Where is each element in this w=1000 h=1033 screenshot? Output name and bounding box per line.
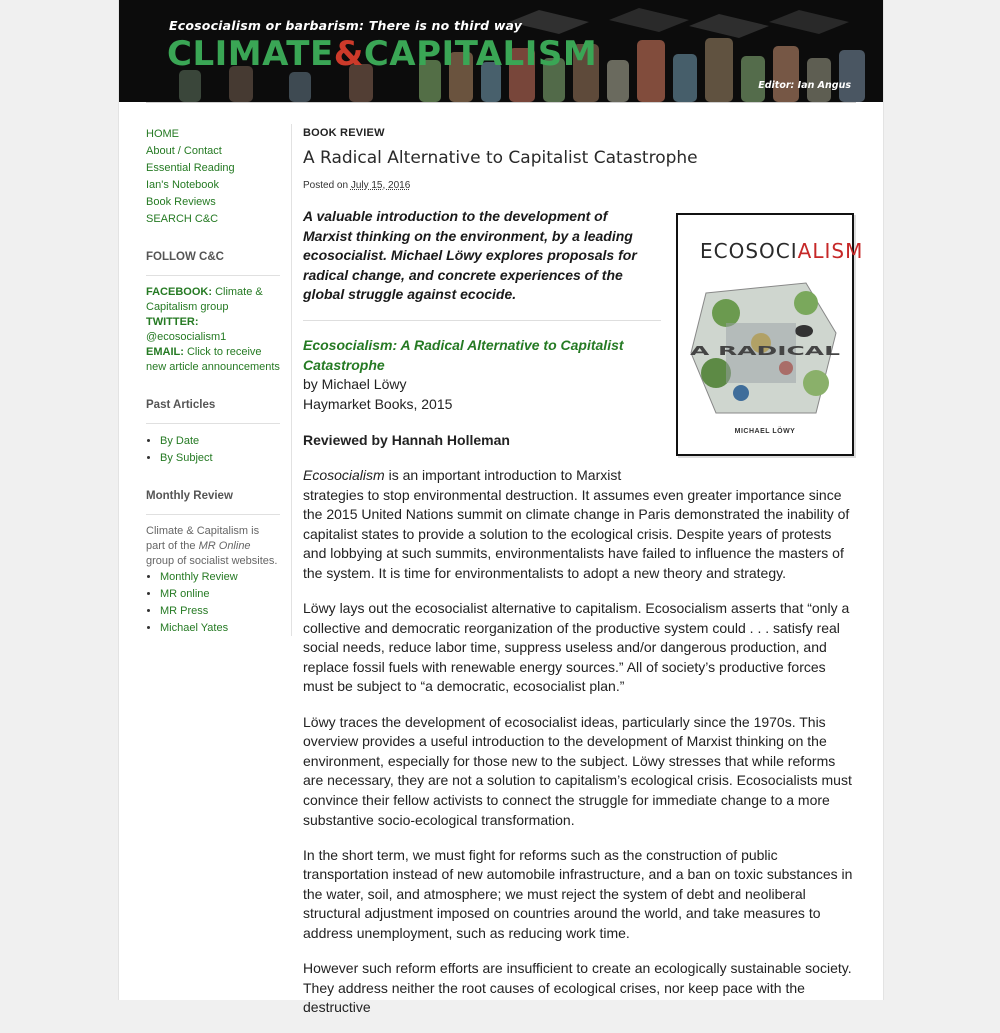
nav-home[interactable]: HOME — [146, 128, 179, 140]
sidebar-nav — [146, 126, 280, 228]
by-date-link[interactable]: By Date — [160, 435, 200, 447]
article-body — [303, 466, 858, 1033]
cover-title-part1: ECOSOCI — [700, 239, 798, 263]
reviewer-credit: Reviewed by Hannah Holleman — [303, 432, 510, 448]
nav-search[interactable]: SEARCH C&C — [146, 213, 219, 225]
mr-note — [146, 524, 280, 569]
editor-credit: Editor: Ian Angus — [758, 80, 851, 91]
paragraph-text: is an important introduction to Marxist — [384, 467, 622, 483]
follow-widget-title: FOLLOW C&C — [146, 249, 280, 276]
book-cover-image[interactable] — [676, 213, 864, 456]
cover-artwork — [686, 273, 844, 423]
past-articles-title: Past Articles — [146, 397, 280, 424]
lede-divider — [303, 320, 661, 321]
facebook-link[interactable] — [146, 285, 280, 315]
paragraph: Löwy lays out the ecosocialist alternative to capitalism. Ecosocialism asserts that “only a collective and democratic reorganization of the productive system could . . . satisfy real social needs, reduce labor time, suppress useless and/or dangerous production, and replace fossil fuels with renewable energy sources.” All of society’s productive forces must be subject to “a democratic, ecosocialist plan.” — [303, 600, 850, 695]
article-category[interactable]: BOOK REVIEW — [303, 127, 385, 139]
list-item — [160, 620, 280, 637]
nav-book-reviews[interactable]: Book Reviews — [146, 196, 216, 208]
posted-date[interactable]: July 15, 2016 — [350, 180, 411, 191]
past-articles-list — [146, 433, 280, 467]
cover-title-part2: ALISM — [797, 239, 864, 263]
post-meta — [303, 179, 858, 193]
monthly-review-title: Monthly Review — [146, 488, 280, 515]
paragraph: However such reform efforts are insufficient to create an ecologically sustainable society. They address neither the root causes of ecological crises, nor keep pace with the destructive — [303, 960, 852, 1016]
cover-author: MICHAEL LÖWY — [734, 428, 796, 435]
list-item — [160, 450, 280, 467]
monthly-review-link[interactable]: Monthly Review — [160, 571, 238, 583]
cover-art-text: A RADICAL — [690, 344, 841, 358]
mr-press-link[interactable]: MR Press — [160, 605, 209, 617]
facebook-text: Climate & Capitalism group — [146, 286, 263, 313]
mr-note-text: Climate & Capitalism is part of the — [146, 525, 260, 552]
sidebar — [146, 126, 280, 637]
book-publisher: Haymarket Books, 2015 — [303, 395, 453, 412]
monthly-review-widget — [146, 488, 280, 637]
site-title[interactable] — [167, 34, 597, 74]
book-title-link[interactable]: Ecosocialism: A Radical Alternative to Capitalist Catastrophe — [303, 337, 624, 373]
paragraph: Löwy traces the development of ecosocialist ideas, particularly since the 1970s. This overview provides a useful introduction to the development of Marxist thinking on the environment, especially for those new to the subject. Löwy stresses that while reforms are necessary, they are not a solution to capitalism’s ecological crisis. Ecosocialists must convince their fellow activists to connect the struggle for immediate change to a more substantive socio-ecological transformation. — [303, 713, 852, 828]
list-item — [160, 433, 280, 450]
twitter-link[interactable] — [146, 315, 280, 345]
list-item — [160, 603, 280, 620]
nav-essential-reading[interactable]: Essential Reading — [146, 162, 235, 174]
page — [118, 0, 884, 1016]
twitter-label: TWITTER: — [146, 316, 199, 328]
michael-yates-link[interactable]: Michael Yates — [160, 622, 229, 634]
mr-note-text-end: group of socialist websites. — [146, 555, 278, 567]
paragraph — [303, 466, 858, 584]
mr-online-link[interactable]: MR online — [160, 588, 210, 600]
paragraph-italic: Ecosocialism — [303, 467, 385, 483]
past-articles-widget — [146, 397, 280, 467]
nav-ians-notebook[interactable]: Ian's Notebook — [146, 179, 220, 191]
site-tagline: Ecosocialism or barbarism: There is no third way — [169, 18, 523, 33]
posted-prefix: Posted on — [303, 180, 351, 191]
list-item — [160, 569, 280, 586]
article — [303, 126, 864, 1016]
site-title-ampersand: & — [333, 34, 364, 74]
paragraph: In the short term, we must fight for reforms such as the construction of public transportation instead of new automobile infrastructure, and a ban on toxic substances in the water, soil, and atmosphere; we must reject the system of debt and neoliberal structural adjustment imposed on countries around the world, and take measures to address unemployment, such as reducing work time. — [303, 846, 853, 941]
follow-widget — [146, 249, 280, 375]
article-title[interactable]: A Radical Alternative to Capitalist Catastrophe — [303, 148, 698, 168]
email-link[interactable] — [146, 345, 280, 375]
monthly-review-list — [146, 569, 280, 637]
book-info — [303, 336, 663, 414]
twitter-text: @ecosocialism1 — [146, 331, 227, 343]
by-subject-link[interactable]: By Subject — [160, 452, 213, 464]
site-title-part2: CAPITALISM — [363, 34, 598, 74]
nav-about-contact[interactable]: About / Contact — [146, 145, 222, 157]
list-item — [160, 586, 280, 603]
mr-note-italic: MR Online — [198, 540, 251, 552]
header-divider — [146, 102, 856, 103]
email-text: Click to receive new article announcements — [146, 346, 280, 373]
header-banner[interactable] — [119, 0, 883, 102]
paragraph-text: strategies to stop environmental destruction. It assumes even greater importance since the 2015 United Nations summit on climate change in Paris demonstrated the inability of capitalist states to provide a solution to the ecological crisis. Despite years of protests and lobbying at such summits, environmentalists have failed to influence the masters of the system. It is time for environmentalists to adopt a new theory and strategy. — [303, 486, 850, 581]
facebook-label: FACEBOOK: — [146, 286, 212, 298]
cover-title — [700, 239, 863, 263]
email-label: EMAIL: — [146, 346, 184, 358]
sidebar-divider — [291, 124, 292, 636]
site-title-part1: CLIMATE — [167, 34, 334, 74]
book-author: by Michael Löwy — [303, 376, 407, 392]
article-lede: A valuable introduction to the development of Marxist thinking on the environment, by a leading ecosocialist. Michael Löwy explores proposals for radical change, and concrete experiences of the global struggle against ecocide. — [303, 208, 637, 302]
